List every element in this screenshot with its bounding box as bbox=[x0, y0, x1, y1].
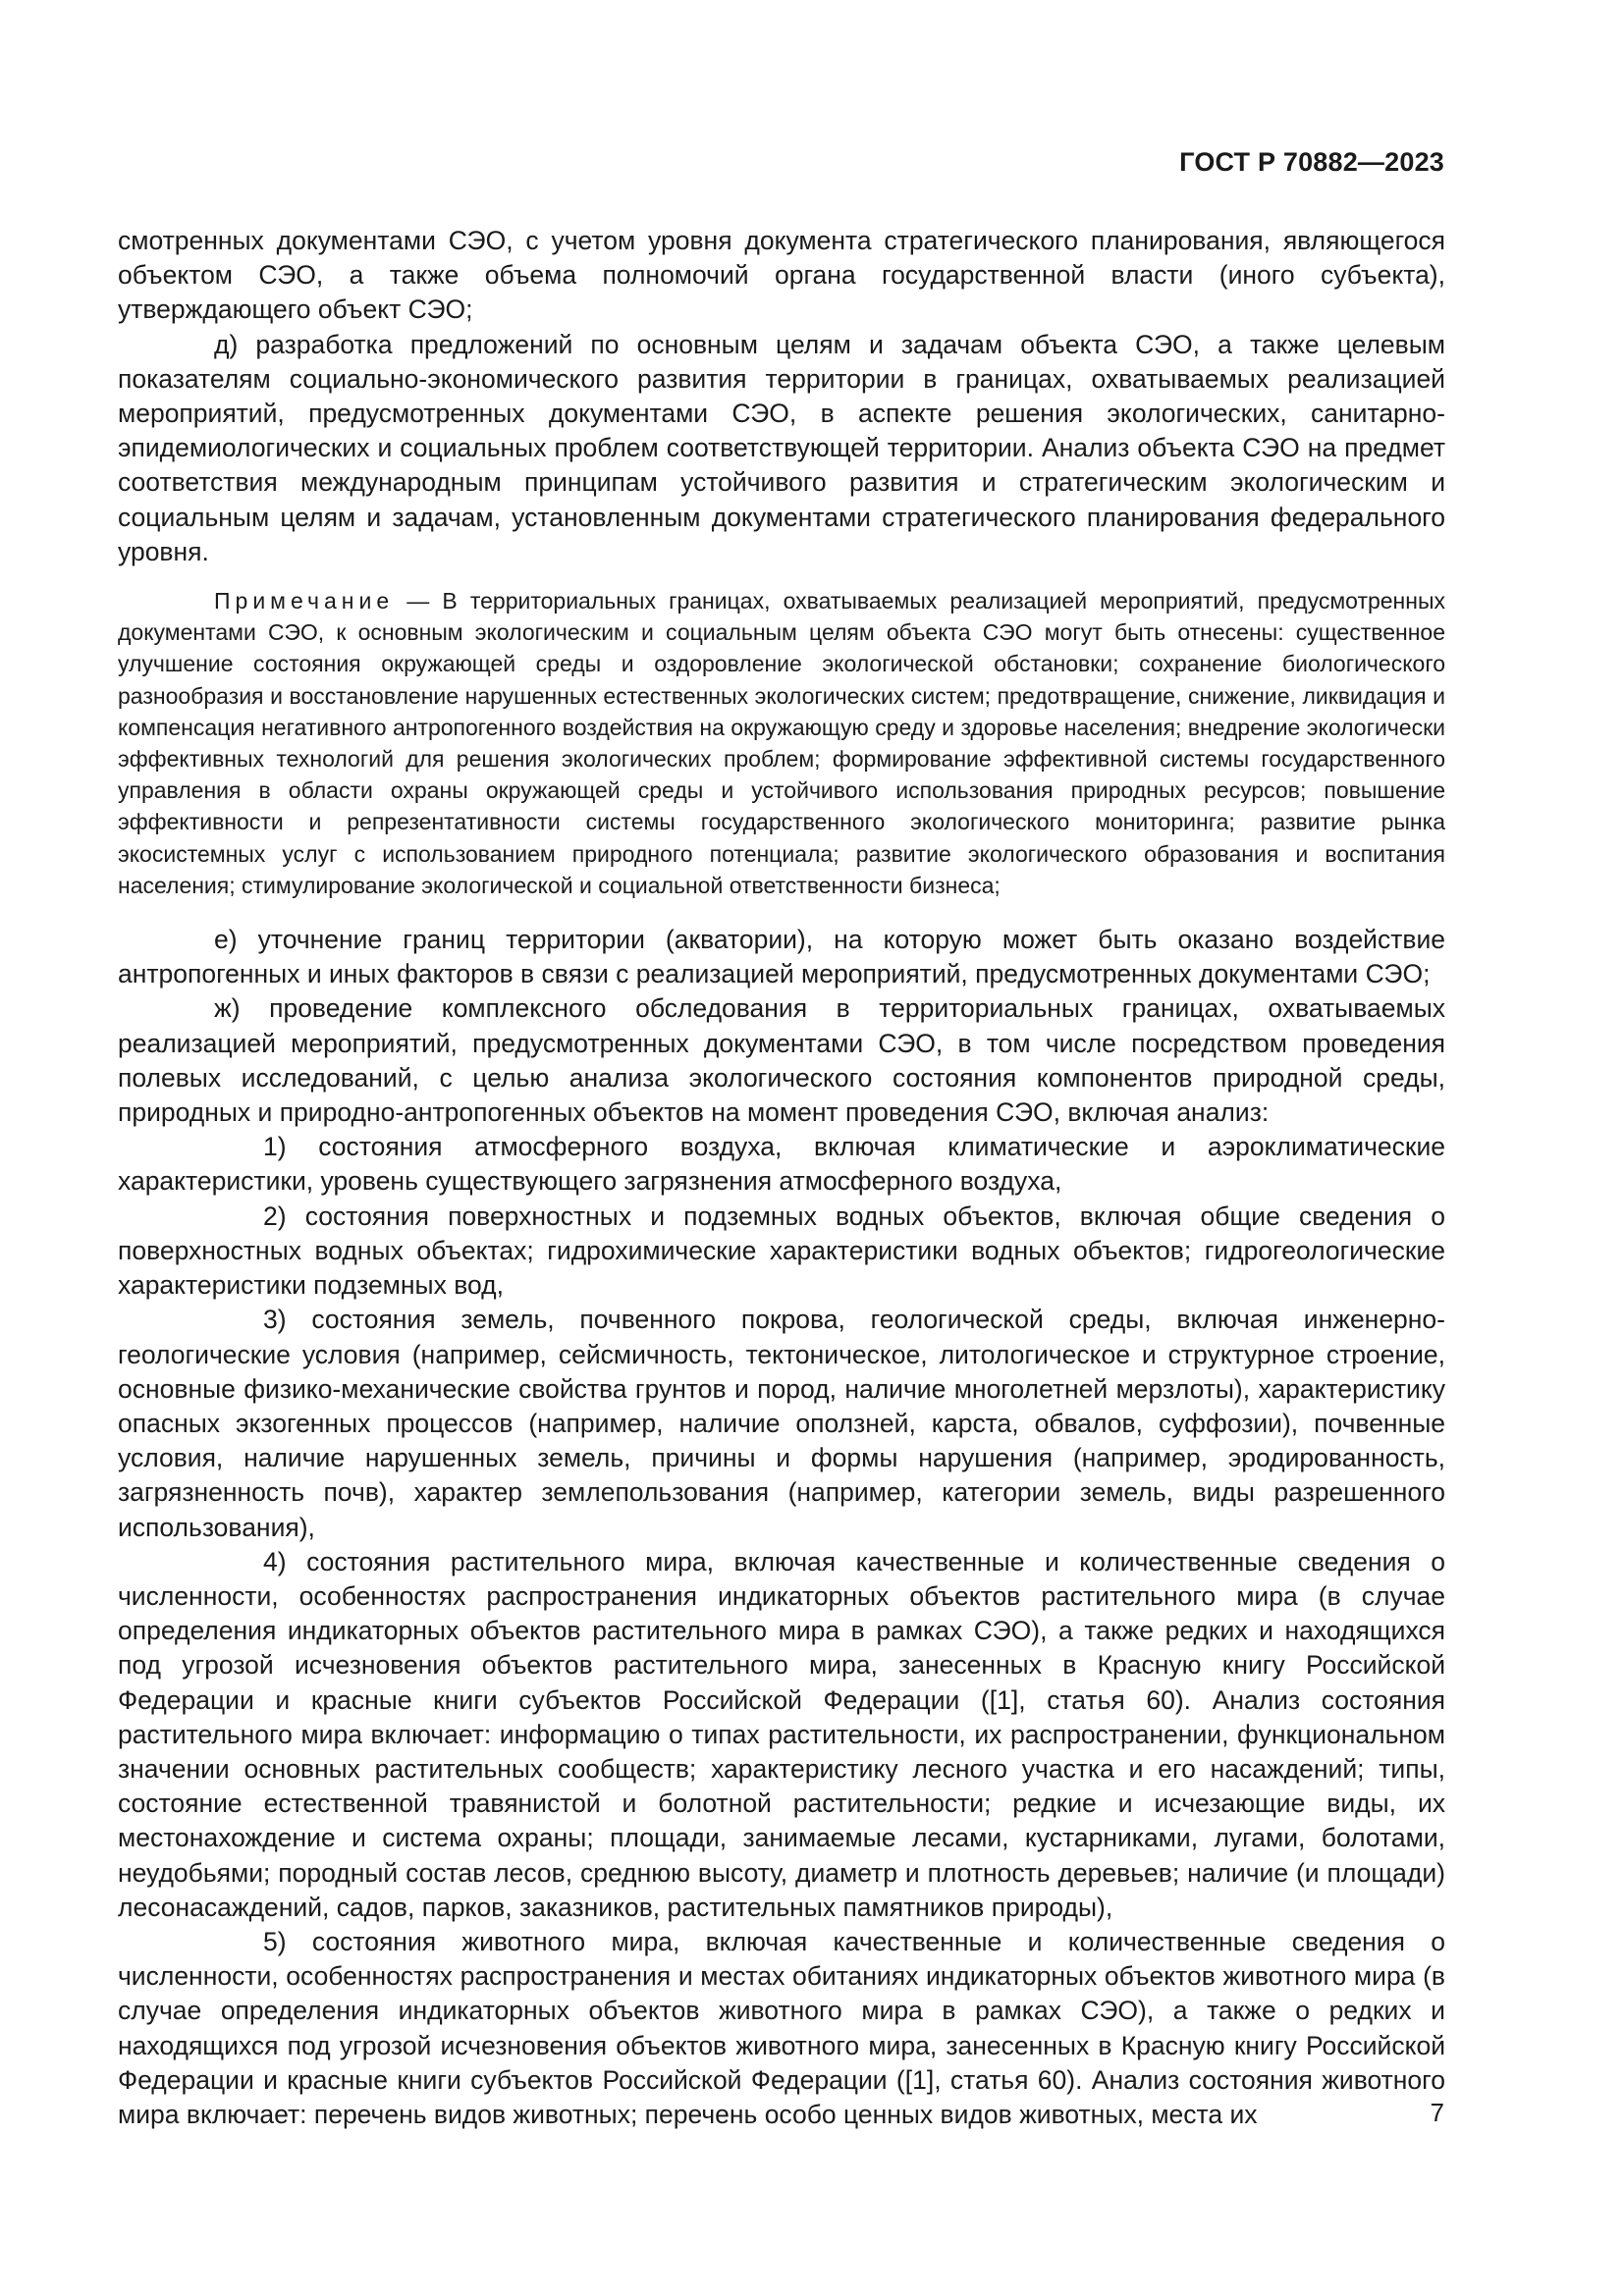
subitem-4-flora: 4) состояния растительного мира, включая качественные и количественные сведения о численности, особенностях распространения индикаторных объектов растительного мира (в случае определения индикаторных объектов растительного мира в рамках СЭО), а также редких и находящихся под угрозой исчезновения объектов растительного мира, занесенных в Красную книгу Российской Федерации и красные книги субъектов Российской Федерации ([1], статья 60). Анализ состояния растительного мира включает: информацию о типах растительности, их распространении, функциональном значении основных растительных сообществ; характеристику лесного участка и его насаждений; типы, состояние естественной травянистой и болотной растительности; редкие и исчезающие виды, их местонахождение и система охраны; площади, занимаемые лесами, кустарниками, лугами, болотами, неудобьями; породный состав лесов, среднюю высоту, диаметр и плотность деревьев; наличие (и площади) лесонасаждений, садов, парков, заказников, растительных памятников природы), bbox=[118, 1546, 1445, 1922]
paragraph-item-e: е) уточнение границ территории (акватории), на которую может быть оказано воздействие антропогенных и иных факторов в связи с реализацией мероприятий, предусмотренных документами СЭО; bbox=[118, 925, 1445, 989]
subitem-1-atmosphere: 1) состояния атмосферного воздуха, включая климатические и аэроклиматические характеристики, уровень существующего загрязнения атмосферного воздуха, bbox=[118, 1132, 1445, 1197]
note-text: — В территориальных границах, охватываемых реализацией мероприятий, предусмотренных документами СЭО, к основным экологическим и социальным целям объекта СЭО могут быть отнесены: существенное улучшение состояния окружающей среды и оздоровление экологической обстановки; сохранение биологического разнообразия и восстановление нарушенных естественных экологических систем; предотвращение, снижение, ликвидация и компенсация негативного антропогенного воздействия на окружающую среду и здоровье населения; внедрение экологически эффективных технологий для решения экологических проблем; формирование эффективной системы государственного управления в области охраны окружающей среды и устойчивого использования природных ресурсов; повышение эффективности и репрезентативности системы государственного экологического мониторинга; развитие рынка экосистемных услуг с использованием природного потенциала; развитие экологического образования и воспитания населения; стимулирование экологической и социальной ответственности бизнеса; bbox=[118, 588, 1445, 898]
paragraph-item-d: д) разработка предложений по основным целям и задачам объекта СЭО, а также целевым показателям социально-экономического развития территории в границах, охватываемых реализацией мероприятий, предусмотренных документами СЭО, в аспекте решения экологических, санитарно-эпидемиологических и социальных проблем соответствующей территории. Анализ объекта СЭО на предмет соответствия международным принципам устойчивого развития и стратегическим экологическим и социальным целям и задачам, установленным документами стратегического планирования федерального уровня. bbox=[118, 329, 1445, 566]
paragraph-item-zh: ж) проведение комплексного обследования в территориальных границах, охватываемых реализацией мероприятий, предусмотренных документами СЭО, в том числе посредством проведения полевых исследований, с целью анализа экологического состояния компонентов природной среды, природных и природно-антропогенных объектов на момент проведения СЭО, включая анализ: bbox=[118, 993, 1445, 1128]
document-body bbox=[118, 224, 1445, 2132]
paragraph-continuation: смотренных документами СЭО, с учетом уровня документа стратегического планирования, являющегося объектом СЭО, а также объема полномочий органа государственной власти (иного субъекта), утверждающего объект СЭО; bbox=[118, 226, 1445, 325]
note-block bbox=[118, 585, 1445, 901]
subitem-2-water: 2) состояния поверхностных и подземных водных объектов, включая общие сведения о поверхностных водных объектах; гидрохимические характеристики водных объектов; гидрогеологические характеристики подземных вод, bbox=[118, 1201, 1445, 1301]
subitem-5-fauna: 5) состояния животного мира, включая качественные и количественные сведения о численности, особенностях распространения и местах обитаниях индикаторных объектов животного мира (в случае определения индикаторных объектов животного мира в рамках СЭО), а также о редких и находящихся под угрозой исчезновения объектов животного мира, занесенных в Красную книгу Российской Федерации и красные книги субъектов Российской Федерации ([1], статья 60). Анализ состояния животного мира включает: перечень видов животных; перечень особо ценных видов животных, места их bbox=[118, 1926, 1445, 2129]
subitem-3-lands: 3) состояния земель, почвенного покрова, геологической среды, включая инженерно-геологические условия (например, сейсмичность, тектоническое, литологическое и структурное строение, основные физико-механические свойства грунтов и пород, наличие многолетней мерзлоты), характеристику опасных экзогенных процессов (например, наличие оползней, карста, обвалов, суффозии), почвенные условия, наличие нарушенных земель, причины и формы нарушения (например, эродированность, загрязненность почв), характер землепользования (например, категории земель, виды разрешенного использования), bbox=[118, 1305, 1445, 1542]
note-label: Примечание bbox=[214, 588, 395, 614]
document-code: ГОСТ Р 70882—2023 bbox=[1179, 147, 1444, 177]
page-number: 7 bbox=[1430, 2098, 1444, 2127]
